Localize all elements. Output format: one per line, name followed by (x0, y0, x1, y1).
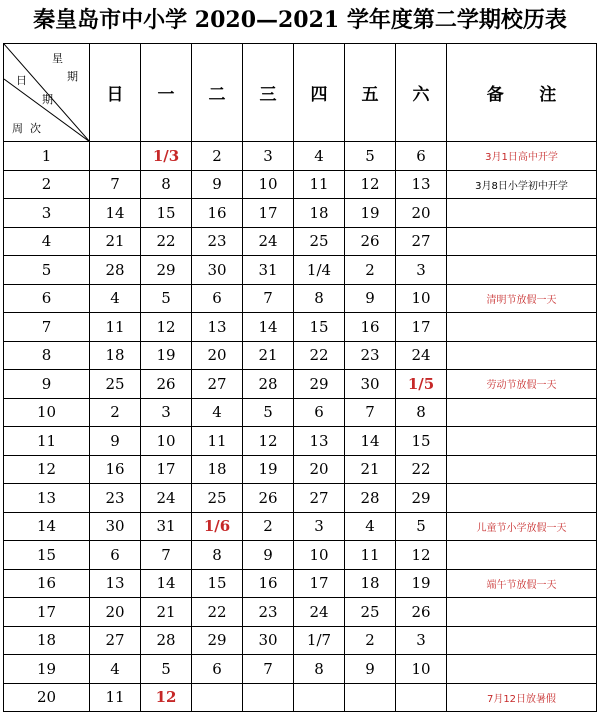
date-cell: 3 (294, 512, 345, 541)
week-number: 7 (4, 313, 90, 342)
header-row (4, 44, 597, 142)
table-row (4, 199, 597, 228)
date-cell: 10 (396, 655, 447, 684)
week-number: 13 (4, 484, 90, 513)
week-number: 10 (4, 398, 90, 427)
date-cell: 22 (192, 598, 243, 627)
date-cell: 28 (90, 256, 141, 285)
date-cell: 11 (345, 541, 396, 570)
date-cell: 17 (396, 313, 447, 342)
date-cell: 23 (345, 341, 396, 370)
date-cell: 12 (396, 541, 447, 570)
date-cell: 1/5 (396, 370, 447, 399)
date-cell: 23 (90, 484, 141, 513)
week-number: 2 (4, 170, 90, 199)
date-cell: 27 (294, 484, 345, 513)
week-number: 14 (4, 512, 90, 541)
week-number: 20 (4, 683, 90, 712)
date-cell: 30 (90, 512, 141, 541)
date-cell: 15 (141, 199, 192, 228)
note-cell (447, 541, 597, 570)
date-cell: 9 (90, 427, 141, 456)
table-row (4, 142, 597, 171)
date-cell: 8 (294, 655, 345, 684)
day-header: 二 (192, 44, 243, 142)
table-row (4, 284, 597, 313)
date-cell: 5 (141, 284, 192, 313)
table-row (4, 427, 597, 456)
date-cell: 21 (141, 598, 192, 627)
date-cell: 6 (90, 541, 141, 570)
day-header: 六 (396, 44, 447, 142)
date-cell: 21 (90, 227, 141, 256)
date-cell: 13 (294, 427, 345, 456)
date-cell: 20 (396, 199, 447, 228)
date-cell: 18 (90, 341, 141, 370)
date-cell: 2 (243, 512, 294, 541)
date-cell: 7 (141, 541, 192, 570)
date-cell: 13 (90, 569, 141, 598)
date-cell: 18 (345, 569, 396, 598)
table-row (4, 398, 597, 427)
date-cell: 15 (294, 313, 345, 342)
note-cell (447, 484, 597, 513)
date-cell: 12 (141, 683, 192, 712)
date-cell: 22 (141, 227, 192, 256)
date-cell: 25 (345, 598, 396, 627)
corner-label-qi2: 期 (42, 93, 53, 106)
date-cell: 8 (396, 398, 447, 427)
page-title: 秦皇岛市中小学 2020—2021 学年度第二学期校历表 (33, 7, 567, 33)
date-cell: 10 (141, 427, 192, 456)
date-cell: 24 (141, 484, 192, 513)
date-cell: 27 (396, 227, 447, 256)
note-cell: 3月8日小学初中开学 (447, 170, 597, 199)
date-cell: 18 (192, 455, 243, 484)
date-cell: 25 (90, 370, 141, 399)
date-cell (90, 142, 141, 171)
note-cell (447, 626, 597, 655)
table-row (4, 484, 597, 513)
date-cell: 19 (345, 199, 396, 228)
date-cell: 29 (141, 256, 192, 285)
date-cell: 3 (243, 142, 294, 171)
date-cell: 2 (345, 626, 396, 655)
table-row (4, 313, 597, 342)
date-cell: 4 (90, 284, 141, 313)
date-cell: 22 (294, 341, 345, 370)
date-cell: 18 (294, 199, 345, 228)
date-cell (396, 683, 447, 712)
date-cell: 29 (396, 484, 447, 513)
date-cell: 1/4 (294, 256, 345, 285)
date-cell: 17 (294, 569, 345, 598)
date-cell (345, 683, 396, 712)
date-cell: 10 (396, 284, 447, 313)
date-cell: 4 (192, 398, 243, 427)
date-cell: 12 (345, 170, 396, 199)
day-header: 四 (294, 44, 345, 142)
date-cell: 3 (396, 256, 447, 285)
date-cell (192, 683, 243, 712)
date-cell: 20 (90, 598, 141, 627)
note-cell (447, 398, 597, 427)
table-row (4, 227, 597, 256)
date-cell: 28 (345, 484, 396, 513)
calendar-table (3, 43, 597, 712)
date-cell: 16 (90, 455, 141, 484)
date-cell (243, 683, 294, 712)
week-number: 4 (4, 227, 90, 256)
date-cell: 8 (192, 541, 243, 570)
date-cell: 4 (90, 655, 141, 684)
date-cell: 1/6 (192, 512, 243, 541)
week-number: 15 (4, 541, 90, 570)
week-number: 19 (4, 655, 90, 684)
date-cell: 26 (141, 370, 192, 399)
note-cell: 7月12日放暑假 (447, 683, 597, 712)
date-cell: 9 (243, 541, 294, 570)
date-cell: 20 (192, 341, 243, 370)
date-cell: 15 (192, 569, 243, 598)
note-cell (447, 313, 597, 342)
date-cell: 28 (243, 370, 294, 399)
date-cell: 25 (294, 227, 345, 256)
date-cell: 14 (345, 427, 396, 456)
corner-label-week: 周 次 (12, 122, 41, 135)
date-cell: 21 (345, 455, 396, 484)
week-number: 3 (4, 199, 90, 228)
table-row (4, 256, 597, 285)
date-cell: 19 (396, 569, 447, 598)
date-cell: 6 (192, 655, 243, 684)
corner-label-ri: 日 (16, 74, 27, 87)
date-cell: 8 (141, 170, 192, 199)
table-row (4, 341, 597, 370)
date-cell: 19 (243, 455, 294, 484)
table-row (4, 541, 597, 570)
corner-label-qi: 期 (67, 70, 78, 83)
date-cell: 11 (294, 170, 345, 199)
date-cell: 28 (141, 626, 192, 655)
date-cell: 11 (90, 683, 141, 712)
week-number: 5 (4, 256, 90, 285)
date-cell: 5 (396, 512, 447, 541)
date-cell: 10 (243, 170, 294, 199)
date-cell (294, 683, 345, 712)
note-cell (447, 256, 597, 285)
note-cell: 端午节放假一天 (447, 569, 597, 598)
table-row (4, 683, 597, 712)
date-cell: 30 (192, 256, 243, 285)
date-cell: 6 (396, 142, 447, 171)
date-cell: 14 (141, 569, 192, 598)
date-cell: 23 (243, 598, 294, 627)
date-cell: 15 (396, 427, 447, 456)
date-cell: 3 (141, 398, 192, 427)
date-cell: 16 (243, 569, 294, 598)
date-cell: 6 (192, 284, 243, 313)
date-cell: 13 (192, 313, 243, 342)
date-cell: 19 (141, 341, 192, 370)
week-number: 16 (4, 569, 90, 598)
date-cell: 27 (192, 370, 243, 399)
date-cell: 5 (243, 398, 294, 427)
week-number: 12 (4, 455, 90, 484)
date-cell: 26 (396, 598, 447, 627)
date-cell: 5 (141, 655, 192, 684)
date-cell: 17 (141, 455, 192, 484)
date-cell: 14 (243, 313, 294, 342)
note-cell (447, 455, 597, 484)
date-cell: 20 (294, 455, 345, 484)
date-cell: 12 (141, 313, 192, 342)
date-cell: 6 (294, 398, 345, 427)
date-cell: 11 (90, 313, 141, 342)
week-number: 9 (4, 370, 90, 399)
table-row (4, 569, 597, 598)
date-cell: 31 (141, 512, 192, 541)
date-cell: 25 (192, 484, 243, 513)
date-cell: 12 (243, 427, 294, 456)
date-cell: 30 (345, 370, 396, 399)
date-cell: 2 (345, 256, 396, 285)
table-row (4, 626, 597, 655)
date-cell: 22 (396, 455, 447, 484)
table-row (4, 598, 597, 627)
corner-header (4, 44, 90, 142)
week-number: 8 (4, 341, 90, 370)
date-cell: 24 (294, 598, 345, 627)
note-cell (447, 427, 597, 456)
date-cell: 16 (192, 199, 243, 228)
table-row (4, 170, 597, 199)
notes-header: 备 注 (447, 44, 597, 142)
table-row (4, 370, 597, 399)
date-cell: 31 (243, 256, 294, 285)
day-header: 日 (90, 44, 141, 142)
week-number: 1 (4, 142, 90, 171)
date-cell: 2 (192, 142, 243, 171)
date-cell: 2 (90, 398, 141, 427)
date-cell: 24 (396, 341, 447, 370)
table-row (4, 455, 597, 484)
note-cell (447, 598, 597, 627)
date-cell: 7 (90, 170, 141, 199)
date-cell: 9 (345, 655, 396, 684)
date-cell: 17 (243, 199, 294, 228)
week-number: 6 (4, 284, 90, 313)
day-header: 一 (141, 44, 192, 142)
date-cell: 4 (294, 142, 345, 171)
note-cell: 儿童节小学放假一天 (447, 512, 597, 541)
table-row (4, 512, 597, 541)
date-cell: 30 (243, 626, 294, 655)
note-cell: 清明节放假一天 (447, 284, 597, 313)
date-cell: 7 (345, 398, 396, 427)
date-cell: 7 (243, 655, 294, 684)
date-cell: 7 (243, 284, 294, 313)
calendar-body (4, 142, 597, 712)
week-number: 11 (4, 427, 90, 456)
week-number: 17 (4, 598, 90, 627)
week-number: 18 (4, 626, 90, 655)
note-cell (447, 227, 597, 256)
date-cell: 26 (243, 484, 294, 513)
date-cell: 23 (192, 227, 243, 256)
note-cell (447, 341, 597, 370)
date-cell: 21 (243, 341, 294, 370)
date-cell: 29 (294, 370, 345, 399)
date-cell: 1/7 (294, 626, 345, 655)
note-cell: 3月1日高中开学 (447, 142, 597, 171)
date-cell: 10 (294, 541, 345, 570)
date-cell: 11 (192, 427, 243, 456)
note-cell (447, 199, 597, 228)
date-cell: 24 (243, 227, 294, 256)
day-header: 五 (345, 44, 396, 142)
date-cell: 13 (396, 170, 447, 199)
date-cell: 3 (396, 626, 447, 655)
date-cell: 9 (192, 170, 243, 199)
date-cell: 5 (345, 142, 396, 171)
date-cell: 1/3 (141, 142, 192, 171)
note-cell: 劳动节放假一天 (447, 370, 597, 399)
date-cell: 4 (345, 512, 396, 541)
corner-label-xing: 星 (52, 52, 63, 65)
day-header: 三 (243, 44, 294, 142)
date-cell: 26 (345, 227, 396, 256)
table-row (4, 655, 597, 684)
note-cell (447, 655, 597, 684)
date-cell: 29 (192, 626, 243, 655)
date-cell: 8 (294, 284, 345, 313)
date-cell: 9 (345, 284, 396, 313)
date-cell: 16 (345, 313, 396, 342)
date-cell: 14 (90, 199, 141, 228)
date-cell: 27 (90, 626, 141, 655)
